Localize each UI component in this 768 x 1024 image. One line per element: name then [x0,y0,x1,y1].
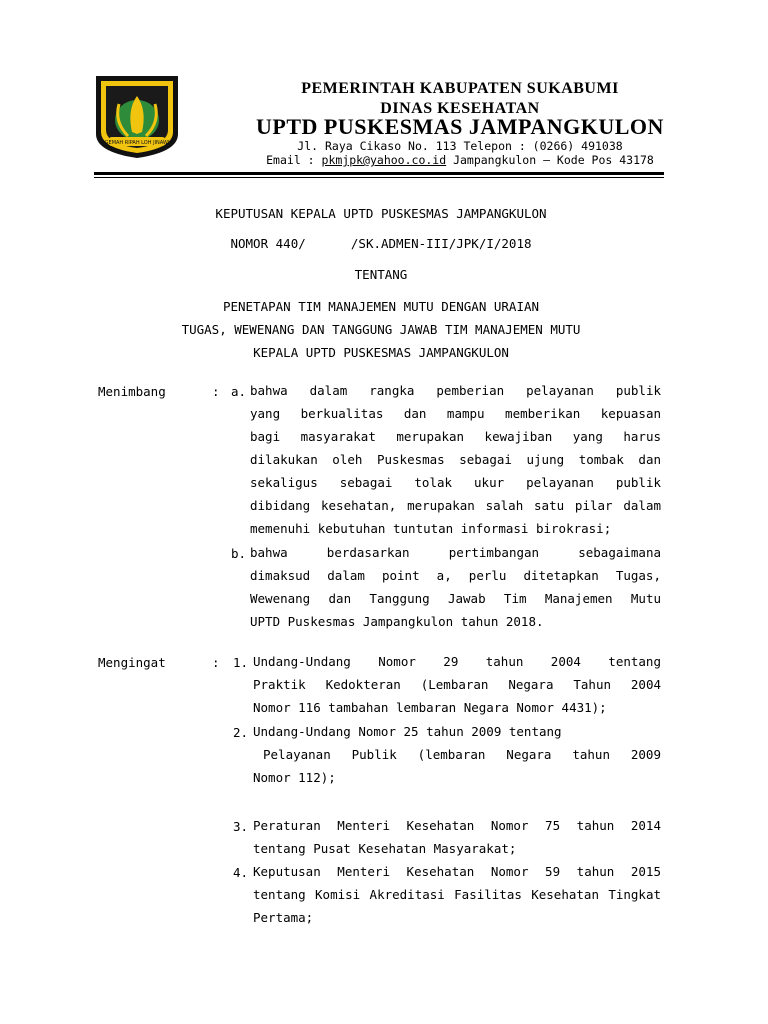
menimbang-colon: : [212,384,220,399]
menimbang-a-marker: a. [231,384,247,399]
menimbang-b-marker: b. [231,546,247,561]
text-line: dimaksud dalam point a, perlu ditetapkan Tugas, [250,568,661,583]
header-government: PEMERINTAH KABUPATEN SUKABUMI [301,80,619,97]
header-contact [200,153,720,167]
text-line: tentang Pusat Kesehatan Masyarakat; [253,841,517,856]
text-line: Wewenang dan Tanggung Jawab Tim Manajemen Mutu [250,591,661,606]
header-divider-thin [94,177,664,178]
decree-tentang: TENTANG [354,267,408,282]
text-line: Praktik Kedokteran (Lembaran Negara Tahun 2004 [253,677,661,692]
text-line: bahwa dalam rangka pemberian pelayanan publik [250,383,661,398]
mengingat-3-text [253,814,661,860]
text-line: dibidang kesehatan, merupakan salah satu pilar dalam [250,498,661,513]
menimbang-b-text [250,541,661,633]
header-divider-thick [94,172,664,175]
decree-number: NOMOR 440/ /SK.ADMEN-III/JPK/I/2018 [230,236,532,251]
text-line: Nomor 112); [253,770,336,785]
text-line: Keputusan Menteri Kesehatan Nomor 59 tahun 2015 [253,864,661,879]
text-line: dilakukan oleh Puskesmas sebagai ujung tombak dan [250,452,661,467]
text-line: memenuhi kebutuhan tuntutan informasi birokrasi; [250,521,612,536]
mengingat-label: Mengingat [98,655,166,670]
menimbang-a-text [250,379,661,540]
text-line: Peraturan Menteri Kesehatan Nomor 75 tahun 2014 [253,818,661,833]
menimbang-label: Menimbang [98,384,166,399]
header-department: DINAS KESEHATAN [380,100,540,117]
decree-subject-line-1: PENETAPAN TIM MANAJEMEN MUTU DENGAN URAIAN [222,299,540,314]
text-line: Pelayanan Publik (lembaran Negara tahun 2009 [263,747,661,762]
text-line: bagi masyarakat merupakan kewajiban yang harus [250,429,661,444]
email-label: Email : [266,153,322,167]
email-link[interactable]: pkmjpk@yahoo.co.id [321,153,447,167]
mengingat-1-text [253,650,661,719]
header-address: Jl. Raya Cikaso No. 113 Telepon : (0266) 491038 [297,139,623,153]
mengingat-2-text [253,720,661,789]
text-line: sekaligus sebagai tolak ukur pelayanan publik [250,475,661,490]
mengingat-colon: : [212,655,220,670]
text-line: Pertama; [253,910,314,925]
sukabumi-regency-crest-icon [94,74,180,160]
mengingat-4-text [253,860,661,929]
text-line: Undang-Undang Nomor 25 tahun 2009 tentang [253,724,562,739]
text-line: yang berkualitas dan mampu memberikan kepuasan [250,406,661,421]
mengingat-1-marker: 1. [233,655,249,670]
text-line: bahwa berdasarkan pertimbangan sebagaimana [250,545,661,560]
logo-motto: GEMAH RIPAH LOH JINAWI [104,140,170,146]
mengingat-4-marker: 4. [233,865,249,880]
postal-info: Jampangkulon – Kode Pos 43178 [446,153,654,167]
text-line: Undang-Undang Nomor 29 tahun 2004 tentang [253,654,661,669]
decree-subject-line-2: TUGAS, WEWENANG DAN TANGGUNG JAWAB TIM MANAJEMEN MUTU [181,322,581,337]
header-institution: UPTD PUSKESMAS JAMPANGKULON [256,114,664,139]
text-line: tentang Komisi Akreditasi Fasilitas Kesehatan Tingkat [253,887,661,902]
mengingat-3-marker: 3. [233,819,249,834]
decree-title: KEPUTUSAN KEPALA UPTD PUSKESMAS JAMPANGKULON [215,206,547,221]
mengingat-2-marker: 2. [233,725,249,740]
decree-subject-line-3: KEPALA UPTD PUSKESMAS JAMPANGKULON [253,345,509,360]
text-line: UPTD Puskesmas Jampangkulon tahun 2018. [250,614,544,629]
text-line: Nomor 116 tambahan lembaran Negara Nomor 4431); [253,700,607,715]
